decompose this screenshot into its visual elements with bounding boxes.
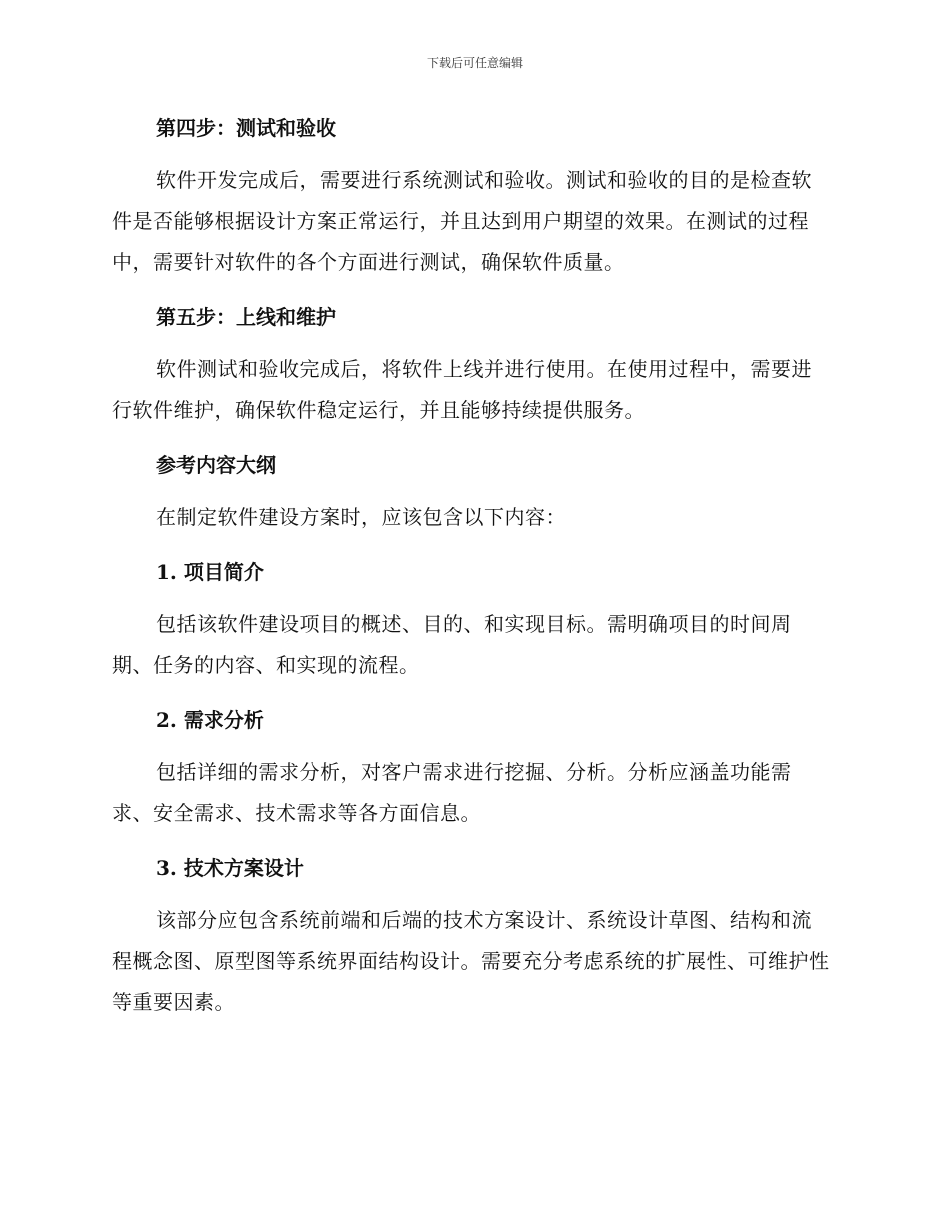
step5-paragraph: 软件测试和验收完成后，将软件上线并进行使用。在使用过程中，需要进行软件维护，确保软件稳定运行，并且能够持续提供服务。 xyxy=(112,357,812,422)
item3-heading: 3. 技术方案设计 xyxy=(156,856,304,880)
item2-paragraph: 包括详细的需求分析，对客户需求进行挖掘、分析。分析应涵盖功能需求、安全需求、技术需求等各方面信息。 xyxy=(112,760,792,825)
item3-paragraph: 该部分应包含系统前端和后端的技术方案设计、系统设计草图、结构和流程概念图、原型图等系统界面结构设计。需要充分考虑系统的扩展性、可维护性等重要因素。 xyxy=(112,908,830,1014)
item2-heading: 2. 需求分析 xyxy=(156,708,264,732)
header-note: 下载后可任意编辑 xyxy=(426,56,523,70)
outline-heading: 参考内容大纲 xyxy=(156,453,276,477)
step5-heading: 第五步：上线和维护 xyxy=(156,305,336,329)
item1-paragraph: 包括该软件建设项目的概述、目的、和实现目标。需明确项目的时间周期、任务的内容、和实现的流程。 xyxy=(112,612,792,677)
step4-paragraph: 软件开发完成后，需要进行系统测试和验收。测试和验收的目的是检查软件是否能够根据设计方案正常运行，并且达到用户期望的效果。在测试的过程中，需要针对软件的各个方面进行测试，确保软件质量。 xyxy=(112,168,812,274)
item1-heading: 1. 项目简介 xyxy=(156,560,264,584)
step4-heading: 第四步：测试和验收 xyxy=(156,116,336,140)
document-content xyxy=(112,108,832,1023)
outline-paragraph: 在制定软件建设方案时，应该包含以下内容： xyxy=(156,505,566,529)
